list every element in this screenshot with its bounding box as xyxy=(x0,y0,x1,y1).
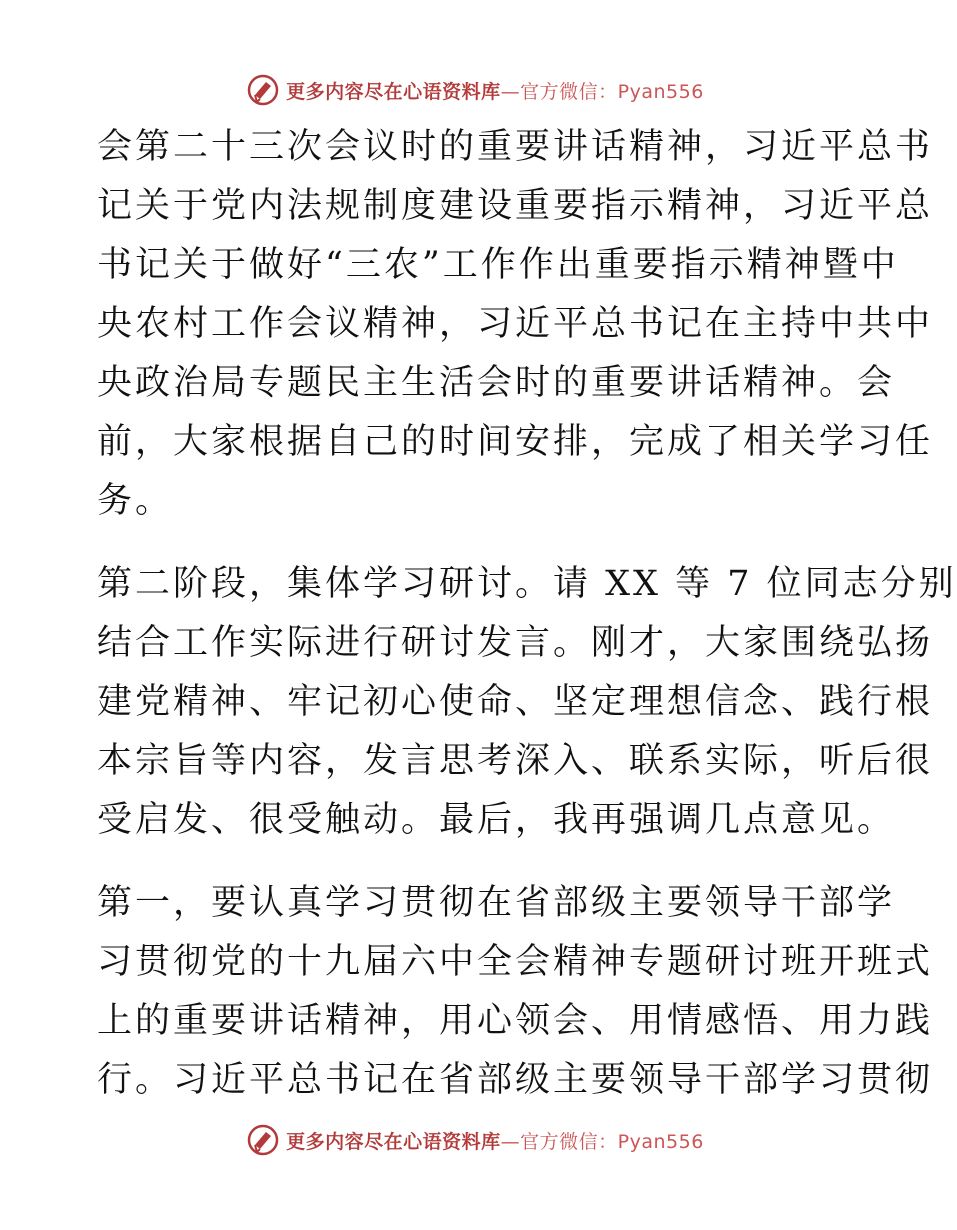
text-line: 会第二十三次会议时的重要讲话精神，习近平总书 xyxy=(97,127,934,167)
text-line: 习贯彻党的十九届六中全会精神专题研讨班开班式 xyxy=(97,942,934,982)
text-line: 央政治局专题民主生活会时的重要讲话精神。会 xyxy=(97,363,896,403)
document-body xyxy=(97,118,957,1110)
text-line: 行。习近平总书记在省部级主要领导干部学习贯彻 xyxy=(97,1060,934,1100)
text-line: 本宗旨等内容，发言思考深入、联系实际，听后很 xyxy=(97,741,934,781)
paragraph-2 xyxy=(97,555,957,850)
watermark-text xyxy=(286,1127,704,1154)
text-line: 书记关于做好“三农”工作作出重要指示精神暨中 xyxy=(97,245,899,285)
paragraph-spacer xyxy=(97,850,857,874)
watermark-sub-text: —官方微信：Pyan556 xyxy=(500,80,704,103)
header-watermark xyxy=(0,70,950,110)
logo-icon xyxy=(246,1123,280,1157)
text-line: 受启发、很受触动。最后，我再强调几点意见。 xyxy=(97,800,896,840)
text-line: 央农村工作会议精神，习近平总书记在主持中共中 xyxy=(97,304,934,344)
text-line: 第一，要认真学习贯彻在省部级主要领导干部学 xyxy=(97,883,896,923)
paragraph-3 xyxy=(97,874,934,1110)
text-line: 前，大家根据自己的时间安排，完成了相关学习任 xyxy=(97,422,934,462)
paragraph-spacer xyxy=(97,531,857,555)
text-line: 结合工作实际进行研讨发言。刚才，大家围绕弘扬 xyxy=(97,623,934,663)
text-line: 建党精神、牢记初心使命、坚定理想信念、践行根 xyxy=(97,682,934,722)
footer-watermark xyxy=(0,1120,950,1160)
text-line: 记关于党内法规制度建设重要指示精神，习近平总 xyxy=(97,186,934,226)
text-line: 第二阶段，集体学习研讨。请 XX 等 7 位同志分别 xyxy=(97,564,957,604)
text-line: 务。 xyxy=(97,481,174,521)
logo-icon xyxy=(246,73,280,107)
text-line: 上的重要讲话精神，用心领会、用情感悟、用力践 xyxy=(97,1001,934,1041)
paragraph-1 xyxy=(97,118,934,531)
watermark-main-text: 更多内容尽在心语资料库 xyxy=(286,1130,501,1153)
watermark-text xyxy=(286,77,704,104)
watermark-main-text: 更多内容尽在心语资料库 xyxy=(286,80,501,103)
watermark-sub-text: —官方微信：Pyan556 xyxy=(500,1130,704,1153)
